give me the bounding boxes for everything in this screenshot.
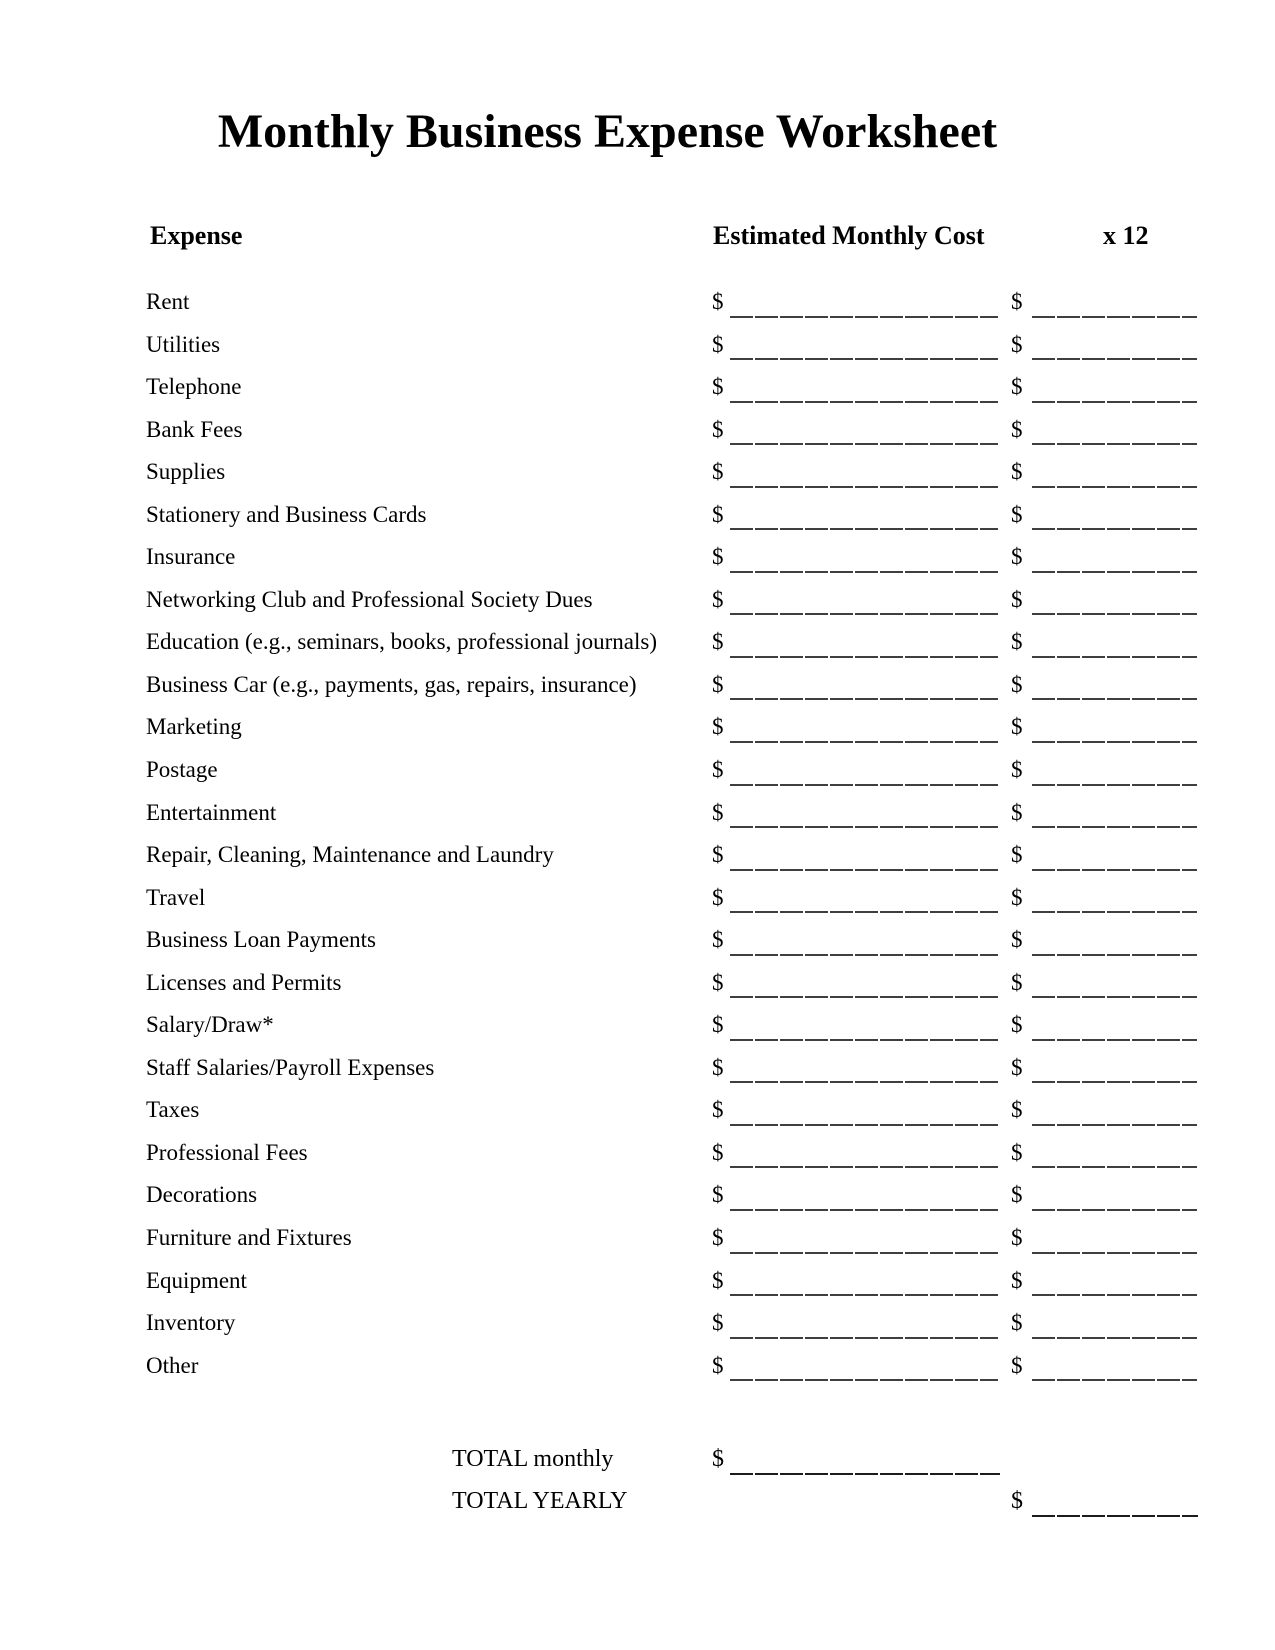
total-monthly-label: TOTAL monthly xyxy=(452,1446,614,1472)
expense-label: Business Loan Payments xyxy=(146,927,376,953)
column-header-monthly-cost: Estimated Monthly Cost xyxy=(713,221,985,250)
expense-label: Entertainment xyxy=(146,799,277,825)
dollar-sign-yearly: $ xyxy=(1011,1012,1023,1038)
expense-row xyxy=(0,1047,1275,1090)
expense-label: Repair, Cleaning, Maintenance and Laundry xyxy=(146,842,554,868)
dollar-sign-yearly: $ xyxy=(1011,927,1023,953)
dollar-sign-monthly: $ xyxy=(712,757,724,783)
dollar-sign-yearly: $ xyxy=(1011,1267,1023,1293)
expense-label: Other xyxy=(146,1352,199,1378)
expense-row xyxy=(0,962,1275,1005)
yearly-cost-blank xyxy=(1032,869,1197,871)
yearly-cost-blank xyxy=(1032,656,1197,658)
dollar-sign-monthly: $ xyxy=(712,1225,724,1251)
monthly-cost-blank xyxy=(730,401,998,403)
dollar-sign-yearly: $ xyxy=(1011,1182,1023,1208)
dollar-sign-monthly: $ xyxy=(712,586,724,612)
dollar-sign-yearly: $ xyxy=(1011,416,1023,442)
yearly-cost-blank xyxy=(1032,486,1197,488)
dollar-sign-monthly: $ xyxy=(712,1310,724,1336)
dollar-sign-monthly: $ xyxy=(712,544,724,570)
expense-label: Furniture and Fixtures xyxy=(146,1225,352,1251)
total-yearly-label: TOTAL YEARLY xyxy=(452,1488,628,1514)
dollar-sign-monthly: $ xyxy=(712,884,724,910)
yearly-cost-blank xyxy=(1032,1252,1197,1254)
document-title: Monthly Business Expense Worksheet xyxy=(217,105,998,158)
yearly-cost-blank xyxy=(1032,698,1197,700)
dollar-sign-monthly: $ xyxy=(712,671,724,697)
yearly-cost-blank xyxy=(1032,613,1197,615)
expense-label: Postage xyxy=(146,757,218,783)
total-monthly-blank xyxy=(730,1473,1000,1475)
monthly-cost-blank xyxy=(730,1209,998,1211)
dollar-sign-monthly: $ xyxy=(712,799,724,825)
dollar-sign-monthly: $ xyxy=(712,374,724,400)
total-yearly-row xyxy=(0,1479,1275,1523)
yearly-cost-blank xyxy=(1032,1081,1197,1083)
yearly-cost-blank xyxy=(1032,1209,1197,1211)
expense-label: Decorations xyxy=(146,1182,258,1208)
expense-label: Travel xyxy=(146,884,206,910)
expense-row xyxy=(0,536,1275,579)
expense-row xyxy=(0,494,1275,537)
column-headers xyxy=(0,218,1275,254)
dollar-sign-yearly: $ xyxy=(1011,544,1023,570)
yearly-cost-blank xyxy=(1032,1337,1197,1339)
dollar-sign-yearly: $ xyxy=(1011,1352,1023,1378)
expense-row xyxy=(0,1217,1275,1260)
monthly-cost-blank xyxy=(730,911,998,913)
yearly-cost-blank xyxy=(1032,443,1197,445)
column-header-x12: x 12 xyxy=(1103,221,1149,250)
monthly-cost-blank xyxy=(730,571,998,573)
dollar-sign-yearly: $ xyxy=(1011,842,1023,868)
monthly-cost-blank xyxy=(730,528,998,530)
dollar-sign-monthly: $ xyxy=(712,1097,724,1123)
expense-row xyxy=(0,1004,1275,1047)
expense-row xyxy=(0,281,1275,324)
expense-row xyxy=(0,621,1275,664)
expense-rows xyxy=(0,281,1275,1387)
expense-label: Taxes xyxy=(146,1097,200,1123)
yearly-cost-blank xyxy=(1032,1166,1197,1168)
expense-label: Business Car (e.g., payments, gas, repairs, insurance) xyxy=(146,671,637,697)
expense-row xyxy=(0,1260,1275,1303)
expense-row xyxy=(0,1174,1275,1217)
expense-row xyxy=(0,409,1275,452)
dollar-sign-yearly: $ xyxy=(1011,331,1023,357)
column-header-expense: Expense xyxy=(150,221,243,250)
yearly-cost-blank xyxy=(1032,911,1197,913)
yearly-cost-blank xyxy=(1032,1294,1197,1296)
expense-label: Rent xyxy=(146,289,190,314)
expense-row xyxy=(0,579,1275,622)
expense-label: Staff Salaries/Payroll Expenses xyxy=(146,1054,435,1080)
dollar-sign-yearly: $ xyxy=(1011,459,1023,485)
monthly-cost-blank xyxy=(730,486,998,488)
yearly-cost-blank xyxy=(1032,784,1197,786)
monthly-cost-blank xyxy=(730,1166,998,1168)
dollar-sign-yearly: $ xyxy=(1011,1139,1023,1165)
yearly-cost-blank xyxy=(1032,571,1197,573)
total-yearly-blank xyxy=(1032,1515,1198,1517)
expense-row xyxy=(0,706,1275,749)
expense-row xyxy=(0,366,1275,409)
monthly-cost-blank xyxy=(730,1294,998,1296)
expense-label: Supplies xyxy=(146,459,226,485)
dollar-sign-monthly: $ xyxy=(712,416,724,442)
yearly-cost-blank xyxy=(1032,1379,1197,1381)
monthly-cost-blank xyxy=(730,656,998,658)
dollar-sign-monthly: $ xyxy=(712,1012,724,1038)
expense-label: Professional Fees xyxy=(146,1139,308,1165)
monthly-cost-blank xyxy=(730,1081,998,1083)
expense-row xyxy=(0,919,1275,962)
expense-label: Salary/Draw* xyxy=(146,1012,274,1038)
yearly-cost-blank xyxy=(1032,358,1197,360)
dollar-sign-yearly: $ xyxy=(1011,757,1023,783)
monthly-cost-blank xyxy=(730,741,998,743)
monthly-cost-blank xyxy=(730,358,998,360)
expense-label: Equipment xyxy=(146,1267,247,1293)
expense-label: Education (e.g., seminars, books, professional journals) xyxy=(146,629,657,655)
yearly-cost-blank xyxy=(1032,528,1197,530)
yearly-cost-blank xyxy=(1032,826,1197,828)
expense-label: Stationery and Business Cards xyxy=(146,501,427,527)
expense-row xyxy=(0,749,1275,792)
dollar-sign-yearly: $ xyxy=(1011,799,1023,825)
monthly-cost-blank xyxy=(730,954,998,956)
monthly-cost-blank xyxy=(730,698,998,700)
monthly-cost-blank xyxy=(730,1124,998,1126)
dollar-sign-yearly: $ xyxy=(1011,1097,1023,1123)
dollar-sign-monthly: $ xyxy=(712,1054,724,1080)
expense-label: Marketing xyxy=(146,714,242,740)
dollar-sign-monthly: $ xyxy=(712,289,724,314)
monthly-cost-blank xyxy=(730,613,998,615)
yearly-cost-blank xyxy=(1032,954,1197,956)
dollar-sign-monthly: $ xyxy=(712,331,724,357)
yearly-cost-blank xyxy=(1032,1039,1197,1041)
expense-label: Telephone xyxy=(146,374,242,400)
dollar-sign-yearly: $ xyxy=(1011,714,1023,740)
expense-label: Utilities xyxy=(146,331,221,357)
dollar-sign-yearly: $ xyxy=(1011,1054,1023,1080)
dollar-sign-monthly: $ xyxy=(712,1139,724,1165)
dollar-sign-yearly: $ xyxy=(1011,884,1023,910)
dollar-sign-yearly: $ xyxy=(1011,629,1023,655)
dollar-sign-total-yearly: $ xyxy=(1011,1488,1023,1514)
yearly-cost-blank xyxy=(1032,316,1197,318)
monthly-cost-blank xyxy=(730,1337,998,1339)
dollar-sign-monthly: $ xyxy=(712,969,724,995)
expense-row xyxy=(0,834,1275,877)
monthly-cost-blank xyxy=(730,443,998,445)
expense-label: Insurance xyxy=(146,544,236,570)
dollar-sign-monthly: $ xyxy=(712,927,724,953)
monthly-cost-blank xyxy=(730,1252,998,1254)
dollar-sign-monthly: $ xyxy=(712,459,724,485)
monthly-cost-blank xyxy=(730,1039,998,1041)
monthly-cost-blank xyxy=(730,316,998,318)
dollar-sign-yearly: $ xyxy=(1011,289,1023,314)
expense-row xyxy=(0,1089,1275,1132)
monthly-cost-blank xyxy=(730,869,998,871)
dollar-sign-monthly: $ xyxy=(712,1182,724,1208)
expense-label: Licenses and Permits xyxy=(146,969,342,995)
dollar-sign-monthly: $ xyxy=(712,842,724,868)
dollar-sign-total-monthly: $ xyxy=(712,1446,724,1472)
dollar-sign-yearly: $ xyxy=(1011,1225,1023,1251)
dollar-sign-monthly: $ xyxy=(712,629,724,655)
expense-row xyxy=(0,451,1275,494)
expense-row xyxy=(0,664,1275,707)
dollar-sign-monthly: $ xyxy=(712,1352,724,1378)
dollar-sign-yearly: $ xyxy=(1011,1310,1023,1336)
dollar-sign-monthly: $ xyxy=(712,501,724,527)
dollar-sign-yearly: $ xyxy=(1011,501,1023,527)
expense-row xyxy=(0,1132,1275,1175)
dollar-sign-monthly: $ xyxy=(712,1267,724,1293)
monthly-cost-blank xyxy=(730,826,998,828)
expense-row xyxy=(0,877,1275,920)
dollar-sign-monthly: $ xyxy=(712,714,724,740)
monthly-cost-blank xyxy=(730,784,998,786)
yearly-cost-blank xyxy=(1032,741,1197,743)
expense-row xyxy=(0,1345,1275,1388)
dollar-sign-yearly: $ xyxy=(1011,586,1023,612)
expense-label: Inventory xyxy=(146,1310,236,1336)
expense-row xyxy=(0,1302,1275,1345)
expense-label: Bank Fees xyxy=(146,416,243,442)
dollar-sign-yearly: $ xyxy=(1011,374,1023,400)
yearly-cost-blank xyxy=(1032,996,1197,998)
total-monthly-row xyxy=(0,1437,1275,1481)
yearly-cost-blank xyxy=(1032,401,1197,403)
dollar-sign-yearly: $ xyxy=(1011,969,1023,995)
expense-row xyxy=(0,792,1275,835)
yearly-cost-blank xyxy=(1032,1124,1197,1126)
expense-label: Networking Club and Professional Society Dues xyxy=(146,586,593,612)
monthly-cost-blank xyxy=(730,1379,998,1381)
dollar-sign-yearly: $ xyxy=(1011,671,1023,697)
expense-row xyxy=(0,324,1275,367)
monthly-cost-blank xyxy=(730,996,998,998)
